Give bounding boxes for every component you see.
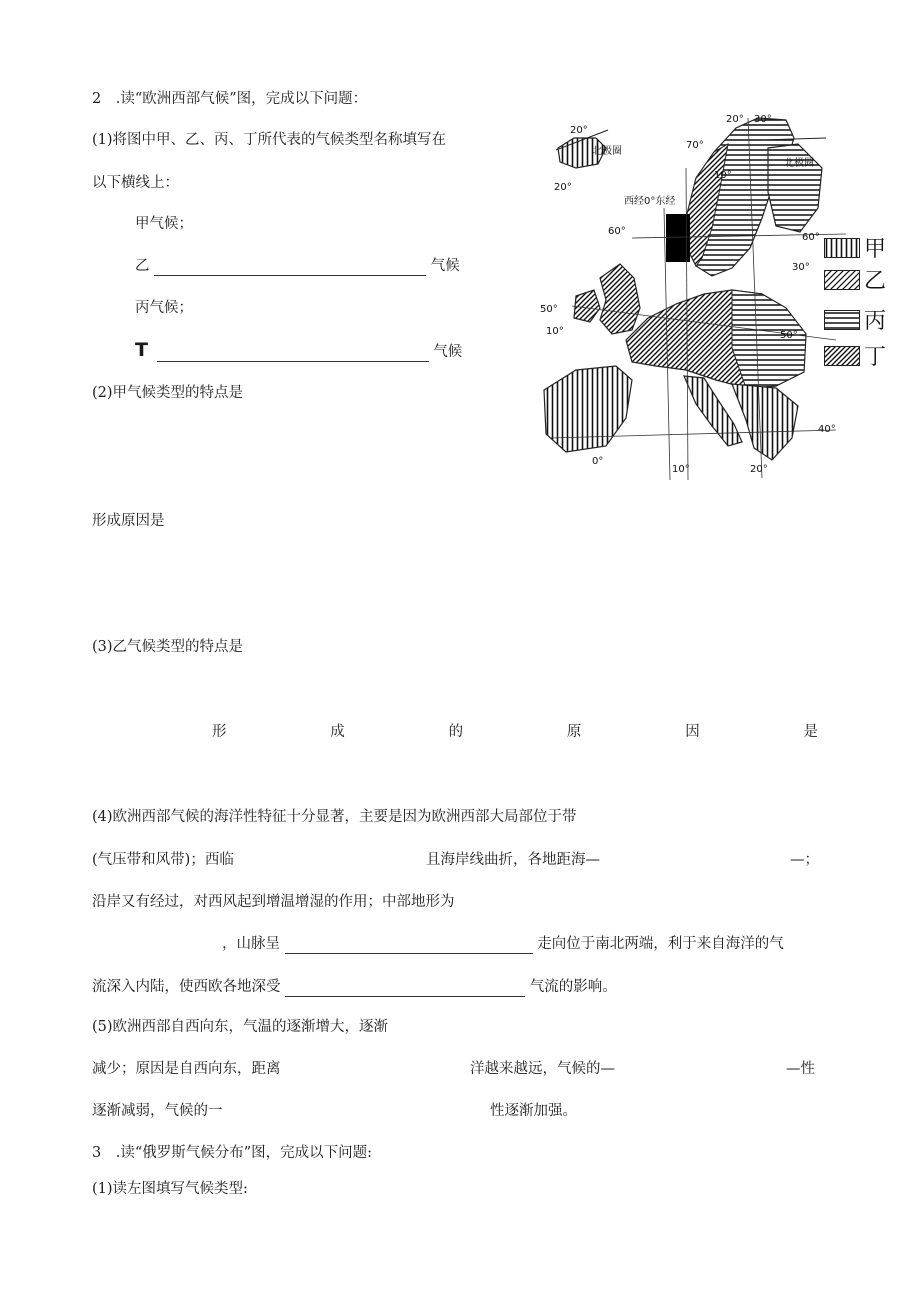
map-svg — [536, 108, 896, 488]
legend-jia — [824, 232, 886, 263]
legend-label-yi: 乙 — [864, 269, 887, 294]
legend-swatch-bing — [824, 310, 860, 330]
label-30-e: 30° — [792, 262, 810, 273]
label-20-n: 20° — [726, 114, 744, 125]
q2-p1-line2: 以下横线上： — [92, 175, 179, 191]
reason-char: 原 — [566, 724, 582, 740]
label-arctic-east: 北极圈 — [784, 158, 814, 169]
q2-p4-line2b: 且海岸线曲折，各地距海— — [426, 852, 600, 868]
label-60-e: 60° — [802, 232, 820, 243]
q2-p4-line2c: —； — [790, 852, 819, 868]
reason-char: 因 — [685, 724, 700, 740]
airflow-blank[interactable] — [285, 981, 525, 997]
q2-p5-line2c: —性 — [786, 1061, 815, 1077]
q2-p2: (2)甲气候类型的特点是 — [92, 385, 244, 401]
label-10-s: 10° — [672, 464, 690, 475]
label-50-w: 50° — [540, 304, 558, 315]
legend-yi — [824, 264, 886, 295]
line4-suffix: 走向位于南北两端，利于来自海洋的气 — [537, 936, 784, 952]
q2-p5-line1: (5)欧洲西部自西向东，气温的逐渐增大，逐渐 — [92, 1019, 389, 1035]
q2-p5-line3b: 性逐渐加强。 — [490, 1103, 577, 1119]
legend-swatch-yi — [824, 270, 860, 290]
label-arctic-west: 北极圈 — [592, 146, 622, 157]
legend-bing — [824, 304, 886, 335]
western-europe-climate-map — [536, 108, 896, 488]
ding-suffix: 气候 — [433, 344, 463, 360]
ireland — [574, 290, 600, 322]
yi-answer-blank[interactable] — [154, 260, 426, 276]
label-10-n: 10° — [714, 170, 732, 181]
q2-p3: (3)乙气候类型的特点是 — [92, 639, 244, 655]
ding-answer-blank[interactable] — [157, 346, 429, 362]
label-50-e: 50° — [780, 330, 798, 341]
balkans — [732, 384, 798, 460]
q3-p1: (1)读左图填写气候类型: — [92, 1181, 248, 1197]
label-20-s: 20° — [750, 464, 768, 475]
label-meridian: 西经0°东经 — [624, 196, 676, 207]
reason-char: 的 — [448, 724, 464, 740]
label-20-nw: 20° — [570, 125, 588, 136]
mountain-direction-blank[interactable] — [285, 938, 533, 954]
q2-p4-line5 — [92, 977, 617, 997]
legend-swatch-ding — [824, 346, 860, 366]
q2-p4-line2a: (气压带和风带)；西临 — [92, 852, 234, 868]
q2-p1-line1: (1)将图中甲、乙、丙、丁所代表的气候类型名称填写在 — [92, 132, 447, 148]
legend-swatch-jia — [824, 238, 860, 258]
yi-row — [135, 256, 460, 276]
q2-p4-line1: (4)欧洲西部气候的海洋性特征十分显著，主要是因为欧洲西部大局部位于带 — [92, 809, 577, 825]
label-60-w: 60° — [608, 226, 626, 237]
iberia — [544, 366, 632, 452]
q2-p3-reason — [212, 722, 818, 742]
line5-prefix: 流深入内陆，使西欧各地深受 — [92, 979, 281, 995]
yi-suffix: 气候 — [430, 258, 460, 274]
yi-prefix: 乙 — [135, 258, 150, 274]
legend-label-ding: 丁 — [864, 345, 887, 370]
q2-title: 2 .读“欧洲西部气候”图，完成以下问题： — [92, 91, 368, 107]
ding-prefix: T — [135, 339, 148, 361]
label-20-w: 20° — [554, 182, 572, 193]
label-30-n: 30° — [754, 114, 772, 125]
q2-p4-line3: 沿岸又有经过，对西风起到增温增湿的作用；中部地形为 — [92, 894, 455, 910]
great-britain — [600, 264, 640, 334]
bing-label: 丙气候； — [135, 300, 193, 316]
q3-title: 3 .读“俄罗斯气候分布”图，完成以下问题: — [92, 1145, 373, 1161]
ding-row — [135, 340, 462, 362]
q2-p5-line2a: 减少；原因是自西向东，距离 — [92, 1061, 281, 1077]
reason-char: 是 — [803, 724, 818, 740]
legend-ding — [824, 340, 886, 371]
q2-p5-line2b: 洋越来越远，气候的— — [470, 1061, 615, 1077]
reason-char: 形 — [212, 724, 227, 740]
q2-p2-reason: 形成原因是 — [92, 513, 165, 529]
q2-p4-line4 — [222, 934, 784, 954]
legend-label-bing: 丙 — [864, 309, 887, 334]
reason-char: 成 — [330, 724, 345, 740]
legend-label-jia: 甲 — [864, 237, 887, 262]
jia-label: 甲气候； — [135, 216, 193, 232]
label-0-s: 0° — [592, 456, 604, 467]
label-40: 40° — [818, 424, 836, 435]
label-70-n: 70° — [686, 140, 704, 151]
q2-p5-line3a: 逐渐减弱，气候的一 — [92, 1103, 223, 1119]
line5-suffix: 气流的影响。 — [529, 979, 617, 995]
label-10-w: 10° — [546, 326, 564, 337]
line4-prefix: ，山脉呈 — [222, 936, 280, 952]
